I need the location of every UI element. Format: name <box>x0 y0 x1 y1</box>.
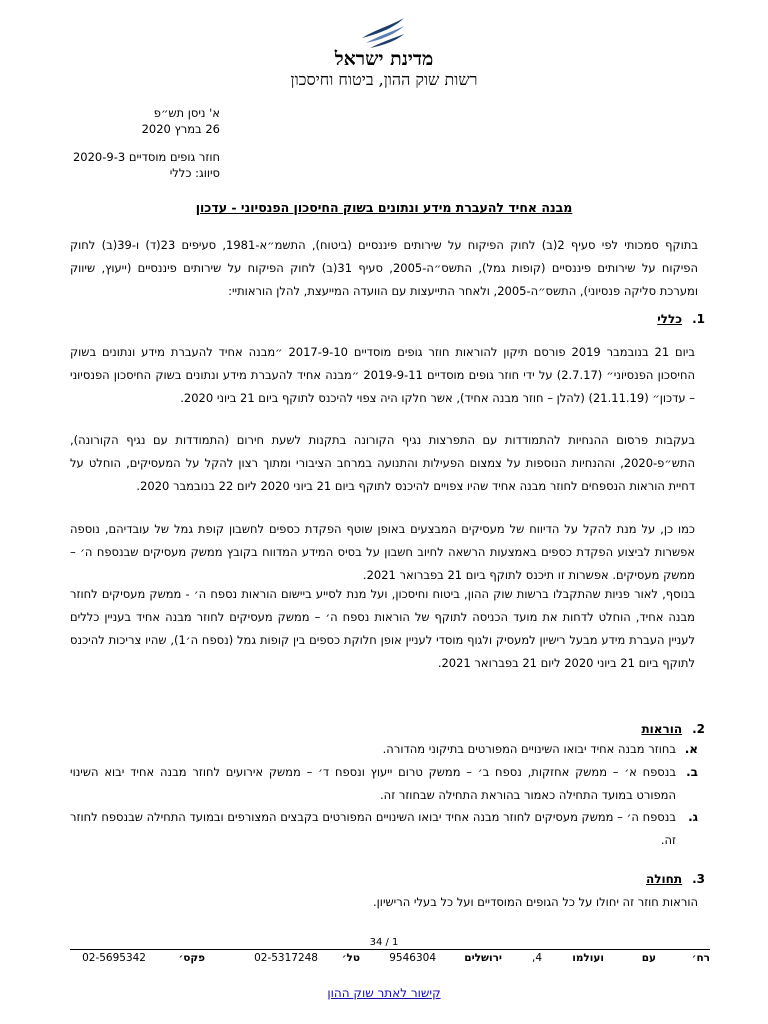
capital-market-site-link[interactable]: קישור לאתר שוק ההון <box>327 986 441 1000</box>
footer-fax: 02-5695342 <box>82 952 146 964</box>
footer-fax-label: פקס׳ <box>178 952 205 964</box>
item-c-text: בנספח ה׳ – ממשק מעסיקים לחוזר מבנה אחיד יבואו השינויים המפורטים בקבצים המצורפים ובמועד התחילה שבנספח לחוזר זה. <box>70 810 676 847</box>
section-3-heading: 3.תחולה <box>646 872 705 886</box>
footer-street-num: 4, <box>531 952 542 964</box>
section-1-paragraph-3: כמו כן, על מנת להקל על הדיווח של מעסיקים המבצעים באופן שוטף הפקדת כספים לחשבון קופת גמל של עובדיהם, נוספה אפשרות לביצוע הפקדת כספים באמצעות הרשאה לחיוב חשבון על בסיס המידע המדווח בקובץ ממשק מעסיקים שבנספח ה׳ – ממשק מעסיקים. אפשרות זו תיכנס לתוקף ביום 21 בפברואר 2021. <box>70 522 695 582</box>
footer-zip: 9546304 <box>389 952 436 964</box>
date-hebrew: א' ניסן תש״פ <box>153 106 220 120</box>
footer-street-b: ועולמו <box>572 952 604 964</box>
org-subtitle: רשות שוק ההון, ביטוח וחיסכון <box>290 70 478 89</box>
section-1-paragraph-4: בנוסף, לאור פניות שהתקבלו ברשות שוק ההון, ביטוח וחיסכון, ועל מנת לסייע ביישום הוראות נספח ה׳ - ממשק מעסיקים לחוזר מבנה אחיד, הוחלט לדחות את מועד הכניסה לתוקף של הוראות נספח ה׳ – ממשק מעסיקים לחוזר מבנה אחיד בעניין כללים לעניין העברת מידע מבעל רישיון למעסיק ולגוף מוסדי לעניין אופן חלוקת כספים בין קופות גמל (נספח ה׳1), שהיו צריכות להיכנס לתוקף ביום 21 ביוני 2020 ליום 21 בפברואר 2021. <box>70 587 695 670</box>
footer-street-label: רח׳ <box>691 952 710 964</box>
section-3-text: הוראות חוזר זה יחולו על כל הגופים המוסדיים ועל כל בעלי הרישיון. <box>373 895 698 909</box>
date-gregorian: 26 במרץ 2020 <box>141 122 220 136</box>
item-a-letter: א. <box>684 742 698 756</box>
footer-tel-label: טל׳ <box>341 952 360 964</box>
footer-city: ירושלים <box>464 952 502 964</box>
section-1-paragraph-2: בעקבות פרסום ההנחיות להתמודדות עם התפרצות נגיף הקורונה בתקנות לשעת חירום (התמודדות עם נגיף הקורונה), התש״פ-2020, וההנחיות הנוספות על צמצום הפעילות והתנועה במרחב הציבורי ומתוך רצון להקל על המעסיקים, הוחלט על דחיית הוראות הנספחים לחוזר מבנה אחיד שהיו צפויים להיכנס לתוקף ביום 21 ביוני 2020 ליום 22 בנובמבר 2020. <box>70 433 695 493</box>
item-b-letter: ב. <box>686 765 698 779</box>
section-2-heading: 2.הוראות <box>641 722 705 736</box>
section-1-paragraph-1: ביום 21 בנובמבר 2019 פורסם תיקון להוראות חוזר גופים מוסדיים 2017-9-10 ״מבנה אחיד להעברת מידע ונתונים בשוק החיסכון הפנסיוני״ (2.7.17) על ידי חוזר גופים מוסדיים 2019-9-11 ״מבנה אחיד להעברת מידע ונתונים בשוק החיסכון הפנסיוני – עדכון״ (21.11.19) (להלן – חוזר מבנה אחיד), אשר חלקו היה צפוי להיכנס לתוקף ביום 21 ביוני 2020. <box>70 345 696 405</box>
page-indicator: 1 / 34 <box>369 937 399 948</box>
item-b-text: בנספח א׳ – ממשק אחזקות, נספח ב׳ – ממשק טרום ייעוץ ונספח ד׳ – ממשק אירועים לחוזר מבנה אחיד יבוא השינוי המפורט במועד התחילה כאמור בהוראת התחילה שבחוזר זה. <box>70 765 676 802</box>
section-1-heading: 1.כללי <box>657 312 705 326</box>
state-emblem-logo <box>360 16 406 50</box>
footer-street-a: עם <box>641 952 656 964</box>
org-name: מדינת ישראל <box>334 48 434 70</box>
item-a-text: בחוזר מבנה אחיד יבואו השינויים המפורטים בתיקוני מהדורה. <box>382 742 676 756</box>
footer-tel: 02-5317248 <box>254 952 318 964</box>
circular-number: חוזר גופים מוסדיים 2020-9-3 <box>72 150 220 164</box>
classification: סיווג: כללי <box>169 166 220 180</box>
document-title: מבנה אחיד להעברת מידע ונתונים בשוק החיסכון הפנסיוני - עדכון <box>195 200 573 215</box>
item-c-letter: ג. <box>688 810 698 824</box>
footer-address <box>70 952 710 968</box>
intro-paragraph: בתוקף סמכותי לפי סעיף 2(ב) לחוק הפיקוח על שירותים פיננסיים (ביטוח), התשמ״א-1981, סעיפים 23(ד) ו-39(ב) לחוק הפיקוח על שירותים פיננסיים (קופות גמל), התשס״ה-2005, סעיף 31(ב) לחוק הפיקוח על שירותים פיננסיים (ייעוץ, שיווק ומערכת סליקה פנסיוני), התשס״ה-2005, ולאחר התייעצות עם הוועדה המייעצת, להלן הוראותיי: <box>70 238 698 298</box>
footer-divider <box>70 949 710 950</box>
